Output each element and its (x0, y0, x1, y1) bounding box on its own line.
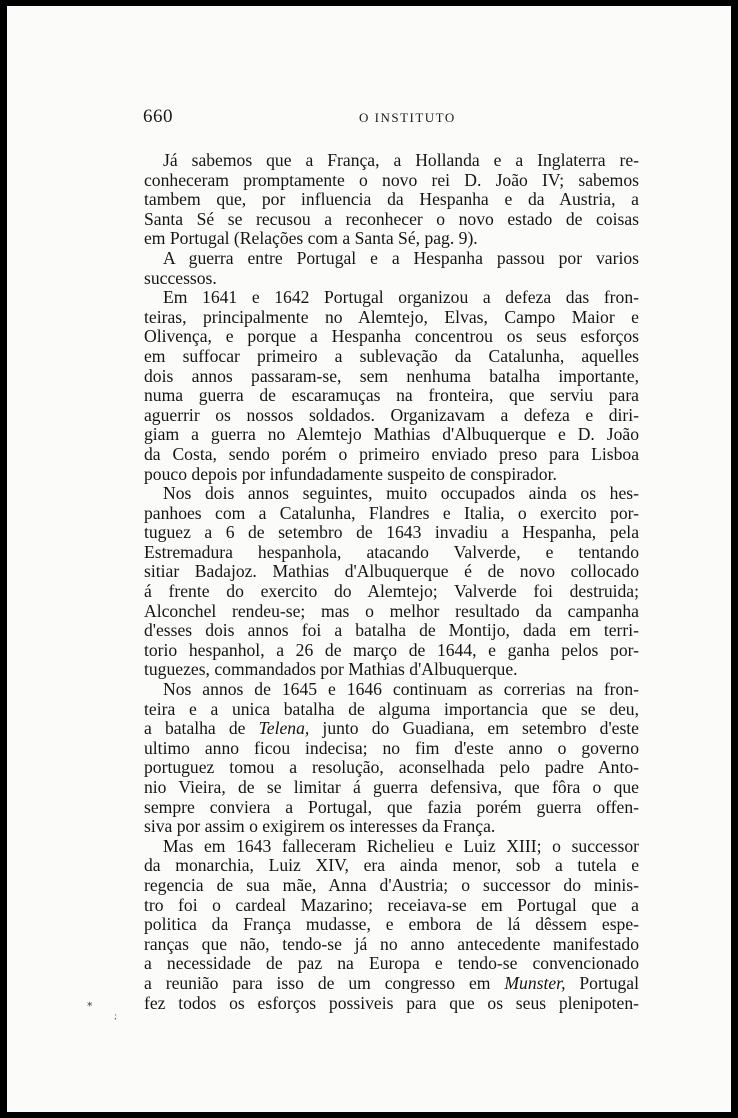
running-title: O INSTITUTO (359, 110, 456, 125)
text-line: regencia de sua mãe, Anna d'Austria; o successor do minis- (144, 874, 639, 895)
page-number: 660 (143, 106, 173, 127)
text-line: a necessidade de paz na Europa e tendo-se convencionado (144, 953, 639, 974)
text-line: sempre conviera a Portugal, que fazia porém guerra offen- (144, 796, 639, 817)
text-line: tuguez a 6 de setembro de 1643 invadiu a Hespanha, pela (144, 522, 639, 543)
text-line: Mas em 1643 falleceram Richelieu e Luiz XIII; o successor (163, 835, 639, 856)
text-line: nio Vieira, de se limitar á guerra defensiva, que fôra o que (144, 777, 639, 797)
body-text (144, 151, 639, 1013)
text-line: a batalha de Telena, junto do Guadiana, em setembro d'este (144, 718, 639, 739)
text-line: panhoes com a Catalunha, Flandres e Italia, o exercito por- (144, 502, 639, 523)
text-line: sitiar Badajoz. Mathias d'Albuquerque é de novo collocado (144, 561, 639, 582)
text-line: teira e a unica batalha de alguma importancia que se deu, (144, 698, 639, 719)
text-line: ultimo anno ficou indecisa; no fim d'este anno o governo (144, 737, 639, 758)
text-line: tambem que, por influencia da Hespanha e da Austria, a (144, 189, 639, 210)
text-line: torio hespanhol, a 26 de março de 1644, e ganha pelos por- (144, 639, 639, 660)
margin-mark: ; (114, 1012, 118, 1022)
text-line: Alconchel rendeu-se; mas o melhor resultado da campanha (144, 600, 639, 621)
text-line: numa guerra de escaramuças na fronteira, que serviu para (144, 385, 639, 406)
text-line: Olivença, e porque a Hespanha concentrou os seus esforços (144, 326, 639, 347)
text-line: Estremadura hespanhola, atacando Valverde, e tentando (144, 541, 639, 562)
text-line: em suffocar primeiro a sublevação da Catalunha, aquelles (144, 345, 639, 366)
text-line: siva por assim o exigirem os interesses da França. (144, 816, 496, 837)
text-line: tuguezes, commandados por Mathias d'Albuquerque. (144, 659, 518, 680)
text-line: successos. (144, 267, 217, 288)
text-line: fez todos os esforços possiveis para que os seus plenipoten- (144, 992, 639, 1013)
text-line: em Portugal (Relações com a Santa Sé, pag. 9). (144, 228, 478, 249)
text-line: pouco depois por infundadamente suspeito de conspirador. (144, 463, 557, 484)
text-line: ranças que não, tendo-se já no anno antecedente manifestado (144, 933, 639, 954)
text-line: Já sabemos que a França, a Hollanda e a Inglaterra re- (163, 150, 639, 170)
text-line: á frente do exercito do Alemtejo; Valverde foi destruida; (144, 581, 639, 602)
text-line: d'esses dois annos foi a batalha de Montijo, dada em terri- (144, 620, 639, 641)
text-line: dois annos passaram-se, sem nenhuma batalha importante, (144, 365, 639, 386)
text-line: Em 1641 e 1642 Portugal organizou a defeza das fron- (163, 287, 639, 308)
text-line: Nos annos de 1645 e 1646 continuam as correrias na fron- (163, 679, 639, 700)
page-header (7, 106, 731, 130)
text-line: tro foi o cardeal Mazarino; receiava-se em Portugal que a (144, 894, 639, 915)
text-line: aguerrir os nossos soldados. Organizavam a defeza e diri- (144, 404, 639, 425)
text-line: teiras, principalmente no Alemtejo, Elvas, Campo Maior e (144, 306, 639, 327)
text-line: portuguez tomou a resolução, aconselhada pelo padre Anto- (144, 757, 639, 778)
text-line: a reunião para isso de um congresso em Munster, Portugal (144, 972, 639, 993)
margin-mark: ⁎ (87, 996, 93, 1009)
text-line: A guerra entre Portugal e a Hespanha passou por varios (163, 247, 639, 268)
text-line: Santa Sé se recusou a reconhecer o novo estado de coisas (144, 208, 639, 229)
text-line: politica da França mudasse, e embora de lá dêssem espe- (144, 914, 639, 935)
text-line: giam a guerra no Alemtejo Mathias d'Albuquerque e D. João (144, 424, 639, 445)
book-page (7, 6, 731, 1112)
text-line: Nos dois annos seguintes, muito occupados ainda os hes- (163, 483, 639, 504)
text-line: da monarchia, Luiz XIV, era ainda menor, sob a tutela e (144, 855, 639, 876)
text-line: da Costa, sendo porém o primeiro enviado preso para Lisboa (144, 443, 639, 464)
text-line: conheceram promptamente o novo rei D. João IV; sabemos (144, 169, 639, 190)
